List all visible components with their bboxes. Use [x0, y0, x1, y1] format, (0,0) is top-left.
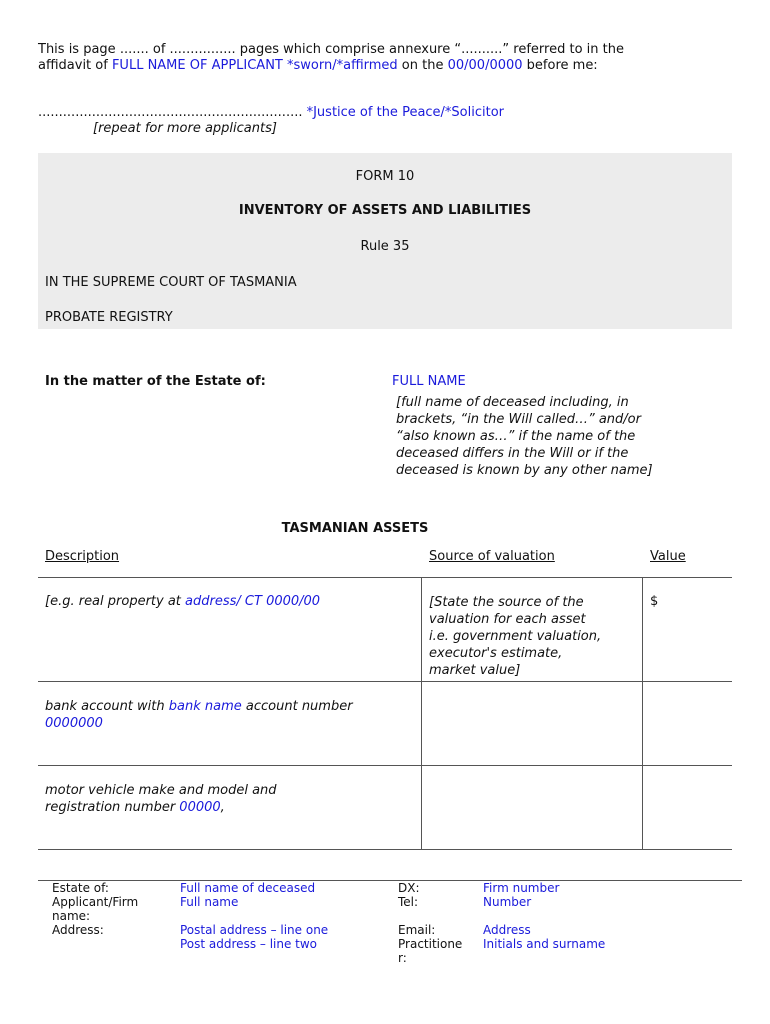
footer-label: Applicant/Firm: [52, 895, 139, 909]
deceased-name-field: FULL NAME: [392, 374, 466, 389]
note-line: deceased is known by any other name]: [396, 463, 653, 478]
desc-text: ,: [220, 800, 225, 815]
assets-heading: TASMANIAN ASSETS: [281, 521, 429, 536]
rule-number: Rule 35: [360, 239, 410, 254]
footer-label: Practitione: [398, 937, 463, 951]
signature-dots: ................................................................: [38, 105, 303, 120]
registry-name: PROBATE REGISTRY: [45, 310, 173, 325]
repeat-note: [repeat for more applicants]: [93, 121, 277, 136]
desc-text: motor vehicle make and model and: [45, 783, 277, 798]
account-number-field: 0000000: [45, 716, 103, 731]
footer-label: Estate of:: [52, 881, 109, 895]
footer-label: r:: [398, 951, 407, 965]
form-number: FORM 10: [355, 169, 415, 184]
column-header-description: Description: [45, 549, 120, 564]
footer-value: Full name of deceased: [180, 881, 316, 895]
annexure-text: before me:: [522, 58, 598, 73]
source-line: [State the source of the: [429, 595, 584, 610]
footer-value: Initials and surname: [483, 937, 606, 951]
desc-text: registration number: [45, 800, 180, 815]
witness-type: *Justice of the Peace/*Solicitor: [302, 105, 505, 120]
footer-value: Postal address – line one: [180, 923, 329, 937]
annexure-line-2: [38, 58, 598, 74]
footer-labels-left: [52, 881, 138, 937]
note-line: [full name of deceased including, in: [396, 395, 629, 410]
desc-text: [e.g. real property at: [45, 594, 186, 609]
form-title: INVENTORY OF ASSETS AND LIABILITIES: [238, 203, 532, 218]
date-field: 00/00/0000: [447, 58, 523, 73]
desc-text: bank account with: [45, 699, 169, 714]
footer-label: name:: [52, 909, 91, 923]
applicant-name-field: FULL NAME OF APPLICANT *sworn/*affirmed: [111, 58, 398, 73]
desc-text: account number: [241, 699, 353, 714]
footer-values-right: [483, 881, 605, 951]
footer-labels-right: [398, 881, 462, 965]
source-line: i.e. government valuation,: [429, 629, 602, 644]
source-line: executor's estimate,: [429, 646, 563, 661]
column-header-value: Value: [650, 549, 686, 564]
table-rule: [38, 765, 732, 766]
table-rule: [38, 849, 732, 850]
footer-value: Post address – line two: [180, 937, 318, 951]
source-line: market value]: [429, 663, 521, 678]
footer-value: Firm number: [483, 881, 560, 895]
footer-label: Email:: [398, 923, 436, 937]
note-line: deceased differs in the Will or if the: [396, 446, 629, 461]
annexure-line-1: This is page ....... of ................ pages which comprise annexure “..........” referred to in the: [38, 42, 624, 57]
footer-value: Address: [483, 923, 531, 937]
court-name: IN THE SUPREME COURT OF TASMANIA: [45, 275, 297, 290]
property-address-field: address/ CT 0000/00: [185, 594, 321, 609]
footer-values-left: [180, 881, 328, 951]
footer-label: Address:: [52, 923, 104, 937]
footer-rule: [38, 880, 742, 881]
footer-label: Tel:: [398, 895, 419, 909]
table-row-1-description: [45, 594, 320, 610]
table-rule: [38, 577, 732, 578]
footer-value: Number: [483, 895, 532, 909]
table-row-1-source: [429, 594, 601, 679]
footer-value: Full name: [180, 895, 239, 909]
registration-number-field: 00000: [179, 800, 221, 815]
footer-label: DX:: [398, 881, 420, 895]
column-header-source: Source of valuation: [429, 549, 555, 564]
estate-label: In the matter of the Estate of:: [45, 374, 266, 389]
bank-name-field: bank name: [168, 699, 242, 714]
table-row-3-description: [45, 782, 277, 816]
table-divider: [642, 577, 643, 849]
table-row-2-description: [45, 698, 353, 732]
table-row-1-value: $: [650, 594, 659, 609]
table-rule: [38, 681, 732, 682]
note-line: brackets, “in the Will called…” and/or: [396, 412, 641, 427]
annexure-text: on the: [397, 58, 448, 73]
annexure-text: affidavit of: [38, 58, 112, 73]
table-divider: [421, 577, 422, 849]
signature-line: [38, 105, 504, 121]
deceased-name-note: [396, 394, 653, 479]
source-line: valuation for each asset: [429, 612, 586, 627]
note-line: “also known as…” if the name of the: [396, 429, 636, 444]
